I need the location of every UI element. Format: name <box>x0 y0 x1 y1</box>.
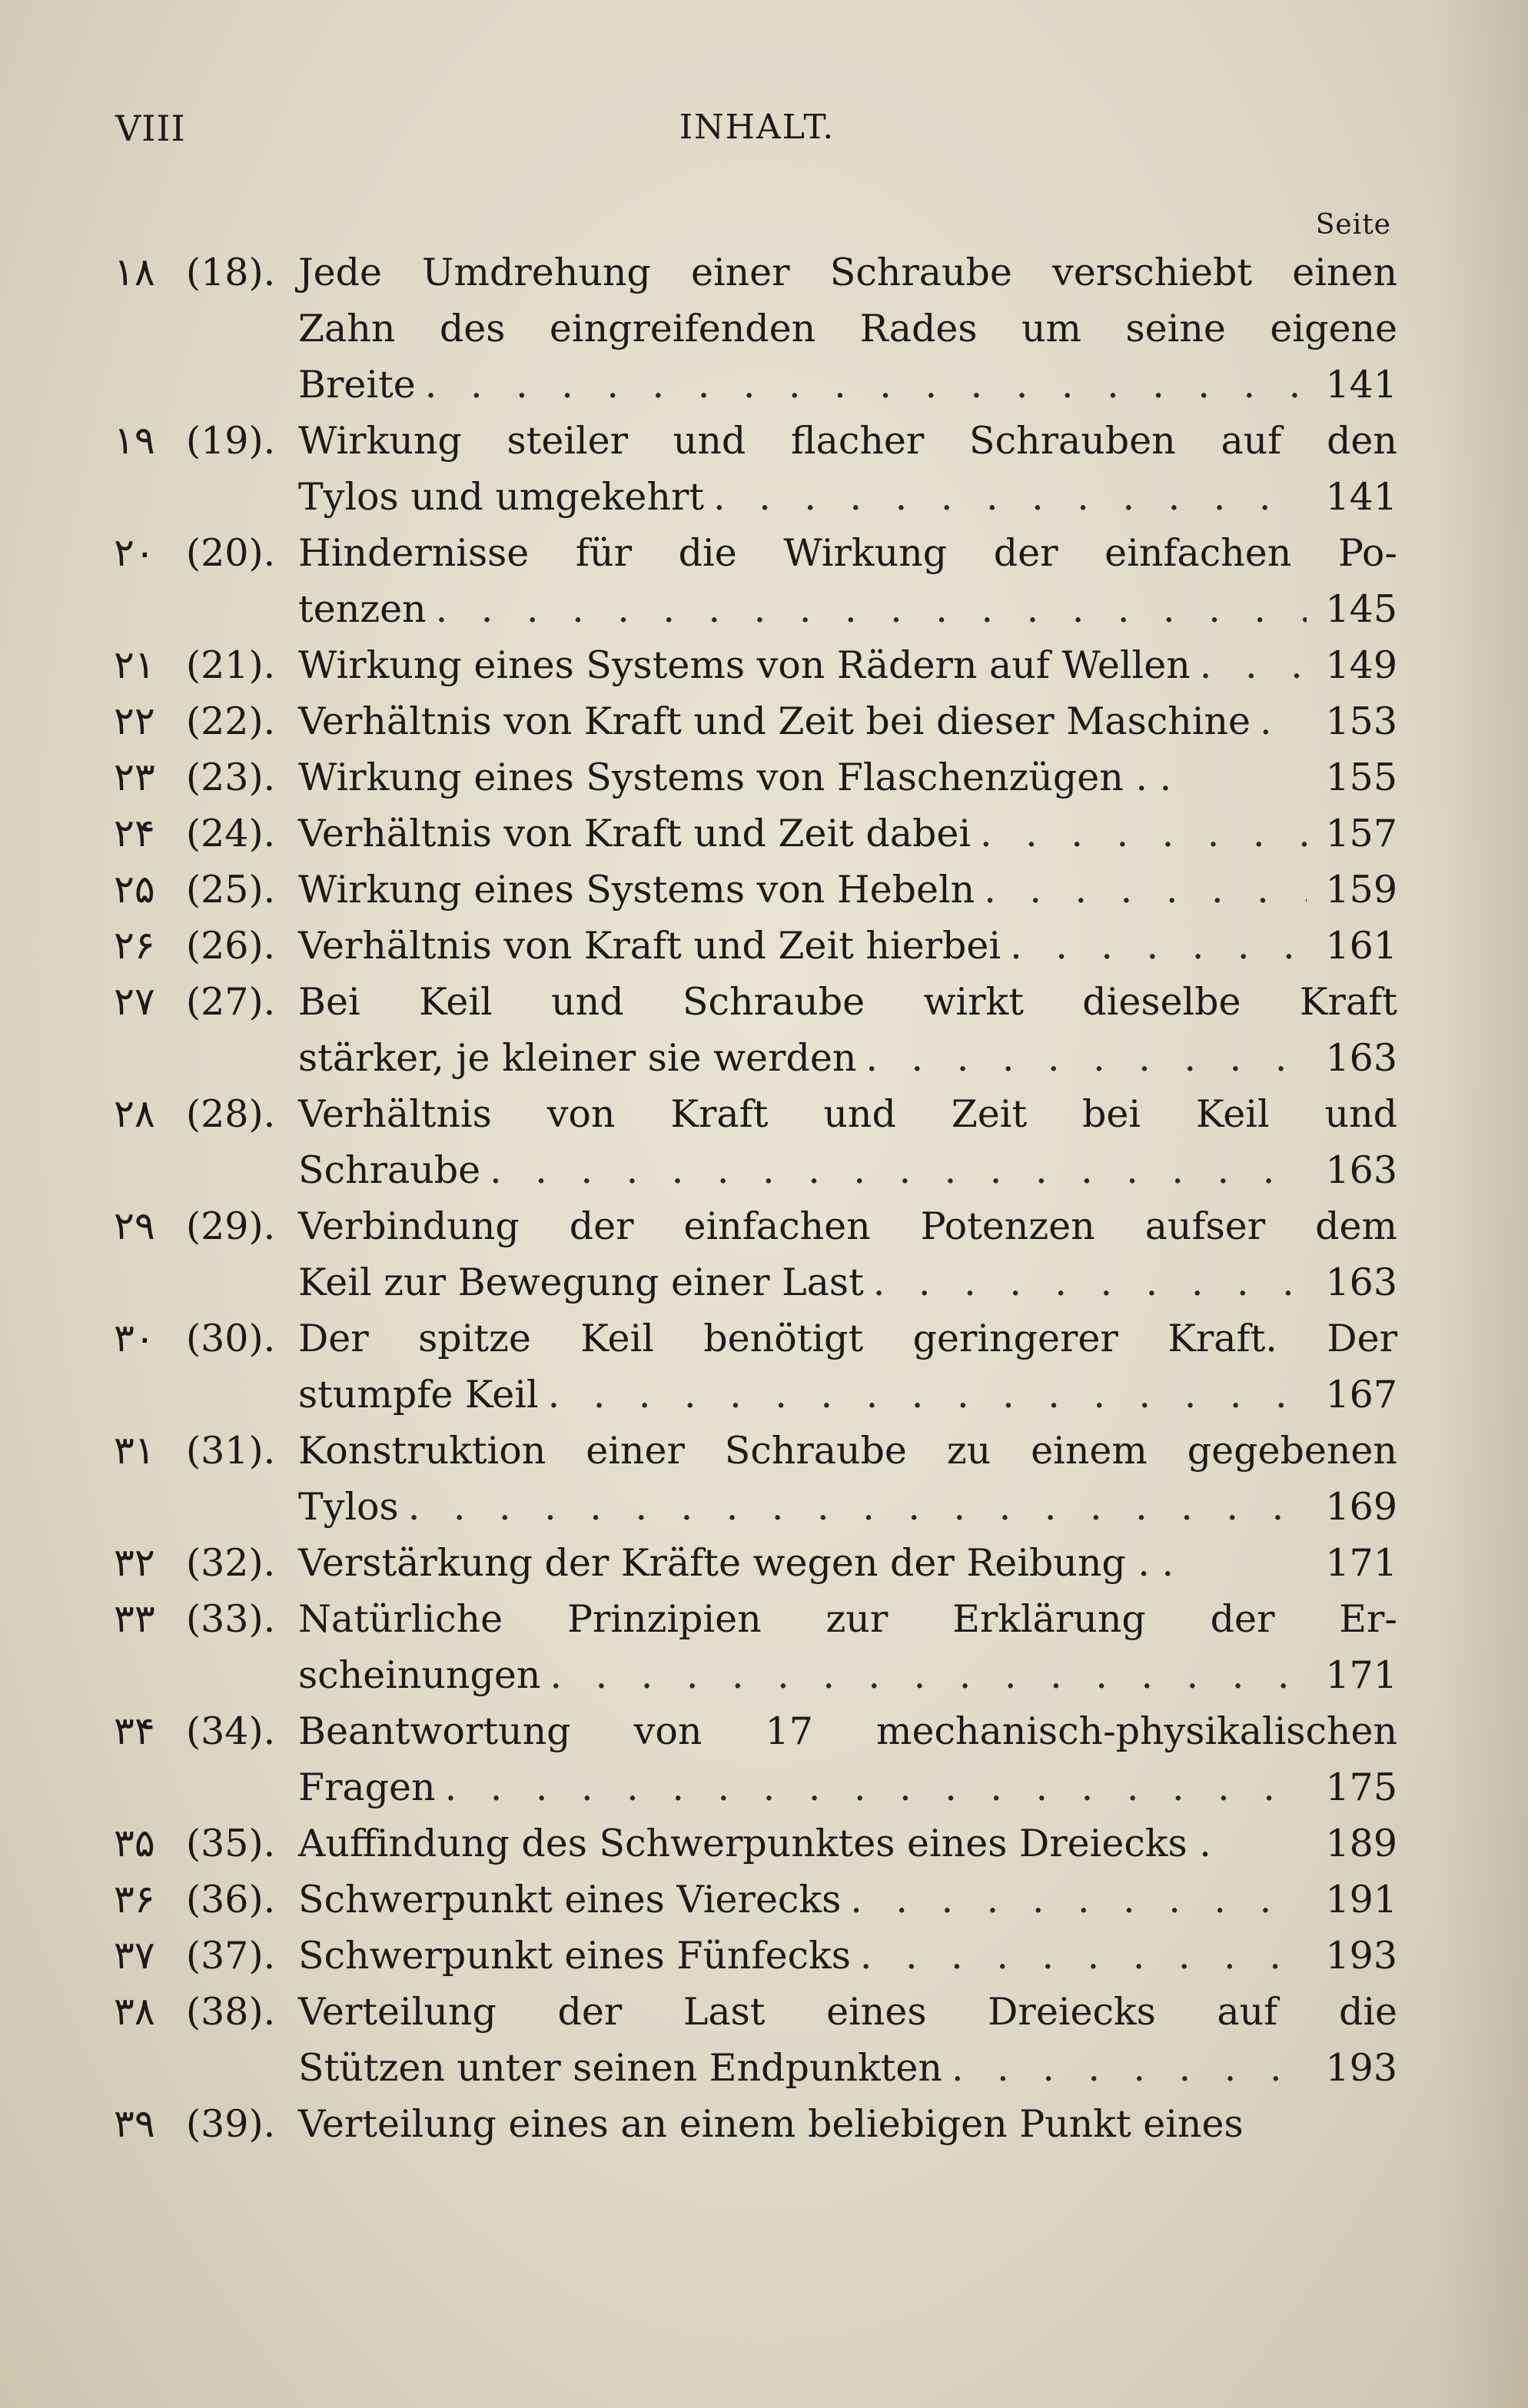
entry-number: (32). <box>186 1541 276 1585</box>
entry-line: Verbindung der einfachen Potenzen aufser dem <box>298 1204 1397 1248</box>
entry-line-text: Auffindung des Schwerpunktes eines Dreiecks . <box>298 1822 1211 1865</box>
page-reference: 175 <box>1325 1765 1397 1809</box>
entry-text <box>298 1928 1397 1984</box>
entry-line-text: Wirkung eines Systems von Flaschenzügen . . <box>298 756 1172 799</box>
entry-last-line <box>298 469 1397 525</box>
entry-text <box>298 1198 1397 1310</box>
page-reference: 161 <box>1325 924 1397 968</box>
entry-last-line <box>298 1872 1397 1928</box>
leader-dots <box>971 805 1307 862</box>
entry-line-text: Verteilung eines an einem beliebigen Punkt eines <box>298 2102 1244 2146</box>
page-reference: 163 <box>1325 1260 1397 1304</box>
entry-line-text: Wirkung eines Systems von Rädern auf Wellen <box>298 643 1191 687</box>
leader-dots <box>540 1647 1307 1703</box>
entry-text <box>298 805 1397 862</box>
page-reference: 159 <box>1325 868 1397 912</box>
page-reference: 191 <box>1325 1878 1397 1921</box>
entry-line: Konstruktion einer Schraube zu einem gegebenen <box>298 1429 1397 1473</box>
entry-line: Bei Keil und Schraube wirkt dieselbe Kraft <box>298 980 1397 1024</box>
arabic-numeral: ۲۴ <box>114 811 155 855</box>
entry-line-text: Verhältnis von Kraft und Zeit hierbei <box>298 924 1002 968</box>
entry-last-line <box>298 805 1397 862</box>
leader-dots <box>864 1254 1307 1310</box>
entry-last-line <box>298 637 1397 693</box>
entry-number: (34). <box>186 1709 276 1753</box>
entry-text <box>298 244 1397 413</box>
arabic-numeral: ۳۸ <box>114 1989 155 2034</box>
entry-number: (28). <box>186 1092 276 1136</box>
page-reference: 193 <box>1325 1934 1397 1978</box>
toc-entry <box>114 974 1397 1086</box>
entry-line-text: Verhältnis von Kraft und Zeit bei dieser Maschine <box>298 699 1251 743</box>
arabic-numeral: ۳۴ <box>114 1709 155 1753</box>
leader-dots <box>399 1479 1307 1535</box>
page-reference: 153 <box>1325 699 1397 743</box>
page-reference: 141 <box>1325 363 1397 407</box>
toc-entry <box>114 1928 1397 1984</box>
page-reference: 157 <box>1325 812 1397 855</box>
entry-line-text: Schwerpunkt eines Fünfecks <box>298 1934 851 1978</box>
entry-text <box>298 637 1397 693</box>
toc-entry <box>114 1703 1397 1815</box>
arabic-numeral: ۳۵ <box>114 1821 155 1865</box>
leader-dots <box>427 581 1307 637</box>
leader-dots <box>539 1367 1307 1423</box>
entry-line-text: Verstärkung der Kräfte wegen der Reibung . . <box>298 1541 1174 1585</box>
entry-last-line <box>298 1142 1397 1198</box>
entry-line: Hindernisse für die Wirkung der einfachen Po- <box>298 531 1397 575</box>
entry-line: Der spitze Keil benötigt geringerer Kraft. Der <box>298 1317 1397 1360</box>
entry-number: (31). <box>186 1429 276 1473</box>
entry-line-text: Keil zur Bewegung einer Last <box>298 1260 864 1304</box>
entry-number: (38). <box>186 1990 276 2034</box>
toc-entry <box>114 918 1397 974</box>
entry-line: Wirkung steiler und flacher Schrauben auf den <box>298 419 1397 463</box>
entry-text <box>298 525 1397 637</box>
entry-last-line <box>298 2040 1397 2096</box>
arabic-numeral: ۲۱ <box>114 643 155 687</box>
page-reference: 155 <box>1325 756 1397 799</box>
page-reference: 149 <box>1325 643 1397 687</box>
entry-number: (22). <box>186 699 276 743</box>
running-title: INHALT. <box>679 108 835 147</box>
leader-dots <box>1251 693 1307 749</box>
toc-entry <box>114 1086 1397 1198</box>
entry-text <box>298 1310 1397 1423</box>
entry-last-line <box>298 862 1397 918</box>
entry-last-line <box>298 693 1397 749</box>
arabic-numeral: ۳۷ <box>114 1933 155 1978</box>
arabic-numeral: ۳۹ <box>114 2101 155 2146</box>
entry-text <box>298 1815 1397 1872</box>
arabic-numeral: ۳۱ <box>114 1428 155 1473</box>
entry-line-text: Schwerpunkt eines Vierecks <box>298 1878 842 1921</box>
entry-number: (35). <box>186 1822 276 1865</box>
entry-text <box>298 1591 1397 1703</box>
entry-line-text: Schraube <box>298 1148 481 1192</box>
entry-number: (23). <box>186 756 276 799</box>
leader-dots <box>436 1759 1307 1815</box>
leader-dots <box>841 1872 1307 1928</box>
toc-entry <box>114 525 1397 637</box>
entry-text <box>298 1535 1397 1591</box>
toc-entry <box>114 637 1397 693</box>
arabic-numeral: ۲۵ <box>114 867 155 912</box>
entry-last-line <box>298 2096 1397 2152</box>
entry-last-line <box>298 1759 1397 1815</box>
toc-entry <box>114 1591 1397 1703</box>
entry-text <box>298 974 1397 1086</box>
entry-text <box>298 2096 1397 2152</box>
entry-number: (20). <box>186 531 276 575</box>
seite-column-label: Seite <box>1315 209 1391 241</box>
entry-number: (19). <box>186 419 276 463</box>
page-reference: 193 <box>1325 2046 1397 2090</box>
entry-last-line <box>298 1030 1397 1086</box>
page-number-roman: VIII <box>115 108 186 149</box>
leader-dots <box>942 2040 1307 2096</box>
entry-number: (18). <box>186 251 276 294</box>
entry-line: Natürliche Prinzipien zur Erklärung der Er- <box>298 1597 1397 1641</box>
entry-last-line <box>298 357 1397 413</box>
entry-last-line <box>298 1367 1397 1423</box>
entry-line-text: stumpfe Keil <box>298 1373 539 1417</box>
toc-entry <box>114 693 1397 749</box>
arabic-numeral: ۲۷ <box>114 979 155 1024</box>
entry-line-text: Stützen unter seinen Endpunkten <box>298 2046 942 2090</box>
entry-number: (36). <box>186 1878 276 1921</box>
entry-line: Jede Umdrehung einer Schraube verschiebt einen <box>298 251 1397 294</box>
arabic-numeral: ۱۸ <box>114 250 155 294</box>
page-reference: 167 <box>1325 1373 1397 1417</box>
arabic-numeral: ۳۶ <box>114 1877 155 1921</box>
entry-number: (30). <box>186 1317 276 1360</box>
leader-dots <box>1191 637 1307 693</box>
toc-entry <box>114 244 1397 413</box>
page-reference: 169 <box>1325 1485 1397 1529</box>
entry-line: Beantwortung von 17 mechanisch-physikalischen <box>298 1709 1397 1753</box>
entry-number: (27). <box>186 980 276 1024</box>
leader-dots <box>704 469 1307 525</box>
entry-text <box>298 1086 1397 1198</box>
toc-entry <box>114 413 1397 525</box>
entry-number: (26). <box>186 924 276 968</box>
entry-number: (29). <box>186 1204 276 1248</box>
page-reference: 189 <box>1325 1822 1397 1865</box>
toc-entry <box>114 2096 1397 2152</box>
leader-dots <box>851 1928 1307 1984</box>
arabic-numeral: ۳۲ <box>114 1540 155 1585</box>
page-reference: 171 <box>1325 1653 1397 1697</box>
entry-text <box>298 862 1397 918</box>
leader-dots <box>480 1142 1307 1198</box>
leader-dots <box>856 1030 1307 1086</box>
entry-text <box>298 1872 1397 1928</box>
entry-line-text: Fragen <box>298 1765 436 1809</box>
entry-last-line <box>298 1928 1397 1984</box>
toc-entry <box>114 1535 1397 1591</box>
entry-line: Zahn des eingreifenden Rades um seine eigene <box>298 307 1397 350</box>
entry-number: (24). <box>186 812 276 855</box>
page-reference: 141 <box>1325 475 1397 519</box>
entry-text <box>298 1703 1397 1815</box>
leader-dots <box>416 357 1307 413</box>
arabic-numeral: ۳۰ <box>114 1316 155 1360</box>
entry-number: (37). <box>186 1934 276 1978</box>
arabic-numeral: ۲۸ <box>114 1091 155 1136</box>
arabic-numeral: ۲۹ <box>114 1204 155 1248</box>
entry-line-text: Wirkung eines Systems von Hebeln <box>298 868 975 912</box>
toc-entry <box>114 1984 1397 2096</box>
entry-last-line <box>298 749 1397 805</box>
arabic-numeral: ۳۳ <box>114 1596 155 1641</box>
leader-dots <box>1001 918 1307 974</box>
entry-line-text: Breite <box>298 363 416 407</box>
entry-text <box>298 749 1397 805</box>
entry-line: Verteilung der Last eines Dreiecks auf die <box>298 1990 1397 2034</box>
page-reference: 163 <box>1325 1148 1397 1192</box>
toc-entry <box>114 749 1397 805</box>
arabic-numeral: ۲۰ <box>114 530 155 575</box>
entry-line-text: Tylos und umgekehrt <box>298 475 705 519</box>
entry-last-line <box>298 1647 1397 1703</box>
entry-line-text: tenzen <box>298 587 427 631</box>
entry-number: (39). <box>186 2102 276 2146</box>
page-reference: 171 <box>1325 1541 1397 1585</box>
entry-text <box>298 1423 1397 1535</box>
arabic-numeral: ۲۲ <box>114 699 155 743</box>
toc-entry <box>114 1423 1397 1535</box>
page-header <box>115 108 1399 154</box>
leader-dots <box>975 862 1307 918</box>
toc-entry <box>114 862 1397 918</box>
toc-entry <box>114 1310 1397 1423</box>
entry-line-text: Verhältnis von Kraft und Zeit dabei <box>298 812 972 855</box>
page-reference: 163 <box>1325 1036 1397 1080</box>
entry-last-line <box>298 1254 1397 1310</box>
arabic-numeral: ۱۹ <box>114 418 155 463</box>
toc-entry <box>114 1198 1397 1310</box>
entry-text <box>298 693 1397 749</box>
entry-last-line <box>298 1815 1397 1872</box>
entry-number: (33). <box>186 1597 276 1641</box>
entry-text <box>298 1984 1397 2096</box>
entry-last-line <box>298 1535 1397 1591</box>
entry-number: (25). <box>186 868 276 912</box>
toc-entry <box>114 1815 1397 1872</box>
toc-entry <box>114 1872 1397 1928</box>
entry-number: (21). <box>186 643 276 687</box>
table-of-contents <box>114 244 1397 2152</box>
entry-last-line <box>298 918 1397 974</box>
entry-line-text: scheinungen <box>298 1653 541 1697</box>
toc-entry <box>114 805 1397 862</box>
arabic-numeral: ۲۶ <box>114 923 155 968</box>
entry-line-text: stärker, je kleiner sie werden <box>298 1036 857 1080</box>
page-reference: 145 <box>1325 587 1397 631</box>
entry-text <box>298 918 1397 974</box>
arabic-numeral: ۲۳ <box>114 755 155 799</box>
entry-text <box>298 413 1397 525</box>
entry-line-text: Tylos <box>298 1485 399 1529</box>
entry-last-line <box>298 581 1397 637</box>
entry-last-line <box>298 1479 1397 1535</box>
entry-line: Verhältnis von Kraft und Zeit bei Keil und <box>298 1092 1397 1136</box>
